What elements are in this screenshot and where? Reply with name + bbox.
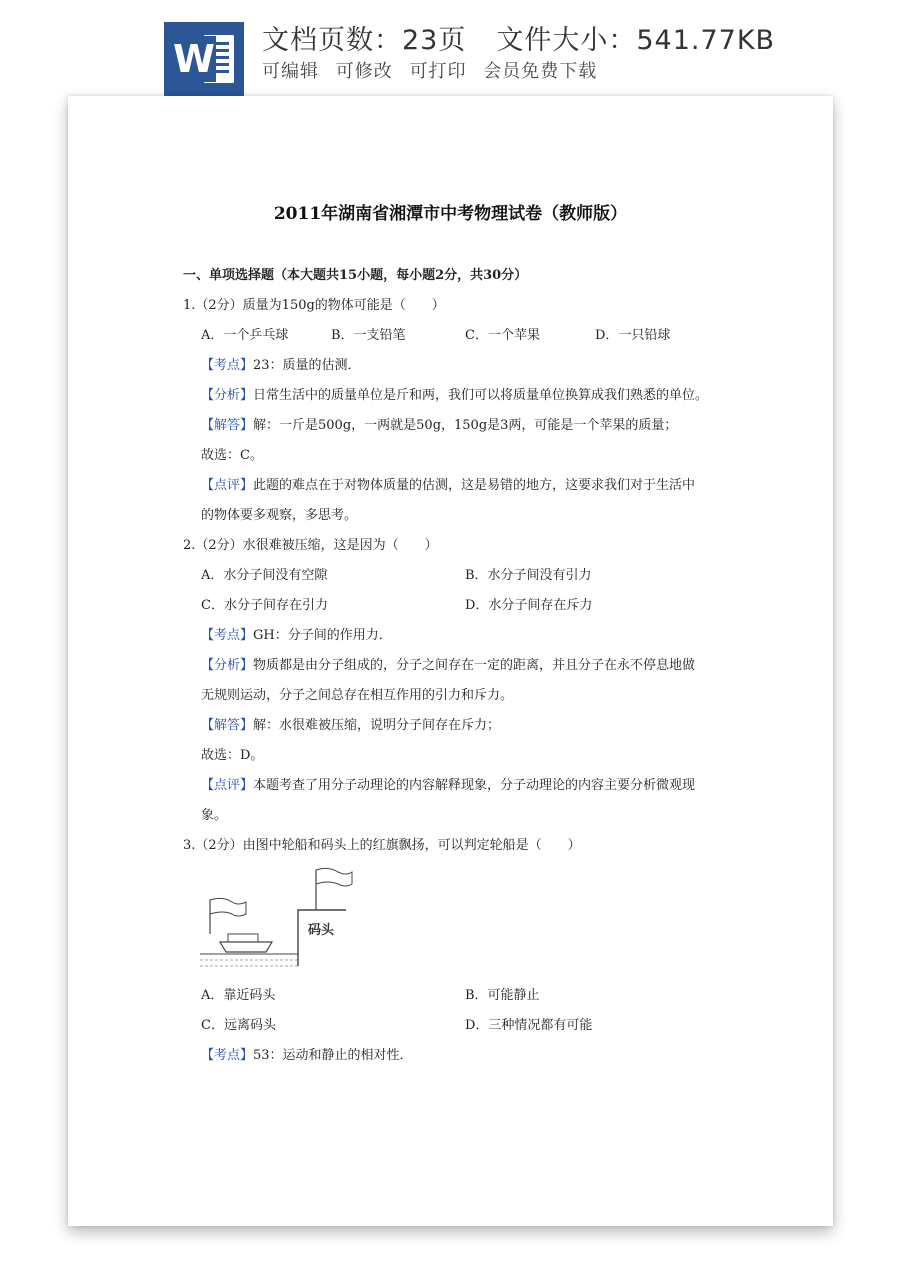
q1-option-c: C．一个苹果 [465,328,540,343]
feature-printable: 可打印 [409,61,467,82]
q3-option-d: D．三种情况都有可能 [465,1018,593,1033]
q2-fenxi-cont: 无规则运动，分子之间总存在相互作用的引力和斥力。 [201,688,514,703]
q2-dianping-cont: 象。 [201,808,228,823]
word-icon-letter: W [173,37,215,81]
section-heading: 一、单项选择题（本大题共15小题，每小题2分，共30分） [183,268,528,283]
word-icon [164,22,244,96]
q2-answer: 故选：D。 [201,748,264,763]
q2-fenxi: 【分析】物质都是由分子组成的，分子之间存在一定的距离，并且分子在永不停息地做 [201,658,696,673]
q1-kaodian: 【考点】23：质量的估测． [201,358,361,373]
feature-list [262,57,607,83]
q1-jieda: 【解答】解：一斤是500g，一两就是50g，150g是3两，可能是一个苹果的质量； [201,418,678,433]
q2-dianping: 【点评】本题考查了用分子动理论的内容解释现象，分子动理论的内容主要分析微观现 [201,778,696,793]
feature-editable: 可编辑 [262,61,319,82]
q1-fenxi: 【分析】日常生活中的质量单位是斤和两，我们可以将质量单位换算成我们熟悉的单位。 [201,388,709,403]
ship-dock-drawing [198,866,358,976]
q1-answer: 故选：C。 [201,448,263,463]
q3-kaodian: 【考点】53：运动和静止的相对性． [201,1048,413,1063]
dock-label: 码头 [308,923,335,938]
q1-dianping: 【点评】此题的难点在于对物体质量的估测，这是易错的地方，这要求我们对于生活中 [201,478,696,493]
page-title: 2011年湖南省湘潭市中考物理试卷（教师版） [273,204,628,224]
question-2-stem: 2.（2分）水很难被压缩，这是因为（ ） [183,538,438,553]
q1-option-b: B．一支铅笔 [331,328,406,343]
q3-option-a: A．靠近码头 [201,988,276,1003]
q2-jieda: 【解答】解：水很难被压缩，说明分子间存在斥力； [201,718,501,733]
q1-option-d: D．一只铅球 [595,328,671,343]
page-count: 文档页数：23页 [262,25,467,56]
ship-dock-figure [198,866,358,976]
q1-dianping-cont: 的物体要多观察，多思考。 [201,508,358,523]
q2-option-a: A．水分子间没有空隙 [201,568,328,583]
header-banner [0,0,900,100]
question-3-stem: 3.（2分）由图中轮船和码头上的红旗飘扬，可以判定轮船是（ ） [183,838,581,853]
q2-kaodian: 【考点】GH：分子间的作用力． [201,628,392,643]
q3-option-c: C．远离码头 [201,1018,276,1033]
q3-option-b: B．可能静止 [465,988,540,1003]
q2-option-c: C．水分子间存在引力 [201,598,328,613]
doc-meta [262,18,775,57]
q1-option-a: A．一个乒乓球 [201,328,289,343]
feature-modifiable: 可修改 [335,61,393,82]
file-size: 文件大小：541.77KB [496,25,776,56]
q2-option-d: D．水分子间存在斥力 [465,598,593,613]
feature-member-download: 会员免费下载 [483,61,598,82]
q2-option-b: B．水分子间没有引力 [465,568,592,583]
document-page [68,96,833,1226]
question-1-stem: 1.（2分）质量为150g的物体可能是（ ） [183,298,445,313]
